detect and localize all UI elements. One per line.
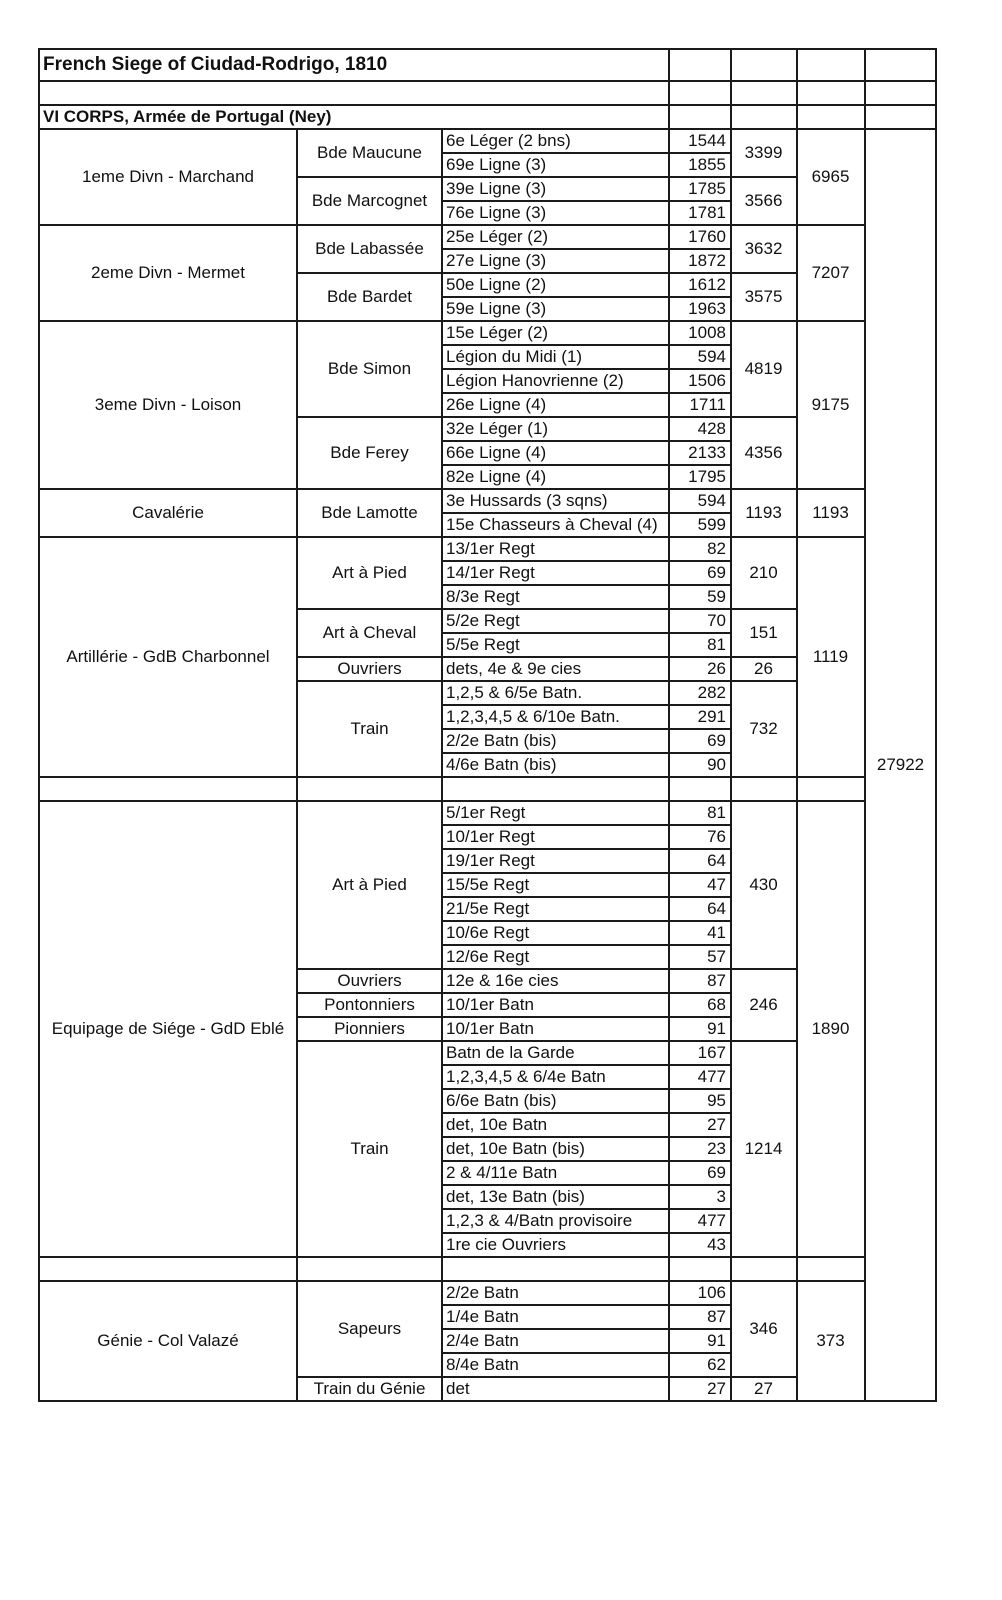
brigade-subtotal: 246 [731, 969, 797, 1041]
brigade-name: Bde Maucune [297, 129, 442, 177]
division-total: 7207 [797, 225, 865, 321]
unit-name: 69e Ligne (3) [442, 153, 669, 177]
brigade-subtotal: 430 [731, 801, 797, 969]
brigade-name: Bde Ferey [297, 417, 442, 489]
table-row [39, 129, 936, 153]
brigade-subtotal: 3399 [731, 129, 797, 177]
empty-cell [39, 81, 669, 105]
unit-strength: 477 [669, 1209, 731, 1233]
table-row [39, 1281, 936, 1305]
brigade-name: Train [297, 1041, 442, 1257]
brigade-name: Ouvriers [297, 657, 442, 681]
unit-name: 2 & 4/11e Batn [442, 1161, 669, 1185]
brigade-name: Pionniers [297, 1017, 442, 1041]
brigade-name: Sapeurs [297, 1281, 442, 1377]
unit-strength: 1612 [669, 273, 731, 297]
unit-name: 4/6e Batn (bis) [442, 753, 669, 777]
empty-cell [39, 777, 297, 801]
empty-cell [865, 81, 936, 105]
corps-heading: VI CORPS, Armée de Portugal (Ney) [39, 105, 669, 129]
brigade-subtotal: 3566 [731, 177, 797, 225]
unit-name: 26e Ligne (4) [442, 393, 669, 417]
unit-name: 82e Ligne (4) [442, 465, 669, 489]
unit-name: 21/5e Regt [442, 897, 669, 921]
empty-cell [731, 1257, 797, 1281]
unit-strength: 69 [669, 1161, 731, 1185]
unit-strength: 27 [669, 1377, 731, 1401]
unit-strength: 41 [669, 921, 731, 945]
table-row [39, 321, 936, 345]
unit-name: 59e Ligne (3) [442, 297, 669, 321]
grand-total: 27922 [865, 129, 936, 1401]
unit-strength: 1963 [669, 297, 731, 321]
unit-strength: 1785 [669, 177, 731, 201]
unit-strength: 27 [669, 1113, 731, 1137]
brigade-name: Art à Cheval [297, 609, 442, 657]
unit-name: 66e Ligne (4) [442, 441, 669, 465]
brigade-subtotal: 210 [731, 537, 797, 609]
empty-cell [669, 105, 731, 129]
unit-name: Batn de la Garde [442, 1041, 669, 1065]
empty-cell [865, 49, 936, 81]
unit-strength: 106 [669, 1281, 731, 1305]
brigade-name: Train du Génie [297, 1377, 442, 1401]
brigade-subtotal: 1214 [731, 1041, 797, 1257]
unit-strength: 91 [669, 1017, 731, 1041]
unit-strength: 1008 [669, 321, 731, 345]
table-body [39, 49, 936, 1401]
empty-cell [442, 777, 669, 801]
unit-name: 15e Chasseurs à Cheval (4) [442, 513, 669, 537]
unit-strength: 69 [669, 729, 731, 753]
unit-name: 10/1er Batn [442, 1017, 669, 1041]
unit-name: Légion du Midi (1) [442, 345, 669, 369]
unit-strength: 82 [669, 537, 731, 561]
unit-strength: 599 [669, 513, 731, 537]
division-total: 9175 [797, 321, 865, 489]
unit-strength: 57 [669, 945, 731, 969]
unit-name: 5/1er Regt [442, 801, 669, 825]
unit-strength: 1855 [669, 153, 731, 177]
brigade-subtotal: 732 [731, 681, 797, 777]
unit-name: 10/1er Batn [442, 993, 669, 1017]
order-of-battle-table [38, 48, 937, 1402]
unit-name: 8/4e Batn [442, 1353, 669, 1377]
unit-strength: 1760 [669, 225, 731, 249]
brigade-name: Art à Pied [297, 801, 442, 969]
unit-strength: 1544 [669, 129, 731, 153]
unit-strength: 1872 [669, 249, 731, 273]
unit-name: 12e & 16e cies [442, 969, 669, 993]
unit-name: 32e Léger (1) [442, 417, 669, 441]
empty-cell [797, 1257, 865, 1281]
unit-name: 2/2e Batn [442, 1281, 669, 1305]
unit-name: 6/6e Batn (bis) [442, 1089, 669, 1113]
unit-strength: 594 [669, 489, 731, 513]
empty-cell [669, 777, 731, 801]
unit-strength: 291 [669, 705, 731, 729]
empty-cell [797, 49, 865, 81]
division-total: 1119 [797, 537, 865, 777]
unit-name: 8/3e Regt [442, 585, 669, 609]
unit-strength: 87 [669, 969, 731, 993]
table-row [39, 489, 936, 513]
division-total: 6965 [797, 129, 865, 225]
unit-name: 10/1er Regt [442, 825, 669, 849]
division-name: Artillérie - GdB Charbonnel [39, 537, 297, 777]
brigade-name: Ouvriers [297, 969, 442, 993]
brigade-name: Bde Marcognet [297, 177, 442, 225]
empty-cell [731, 105, 797, 129]
unit-strength: 1795 [669, 465, 731, 489]
unit-strength: 1711 [669, 393, 731, 417]
unit-strength: 26 [669, 657, 731, 681]
empty-cell [669, 81, 731, 105]
unit-name: 1,2,3 & 4/Batn provisoire [442, 1209, 669, 1233]
empty-cell [442, 1257, 669, 1281]
brigade-subtotal: 346 [731, 1281, 797, 1377]
brigade-subtotal: 3632 [731, 225, 797, 273]
brigade-subtotal: 26 [731, 657, 797, 681]
table-row [39, 801, 936, 825]
unit-name: 1,2,3,4,5 & 6/4e Batn [442, 1065, 669, 1089]
unit-strength: 90 [669, 753, 731, 777]
unit-name: 1re cie Ouvriers [442, 1233, 669, 1257]
unit-name: det [442, 1377, 669, 1401]
table-row [39, 537, 936, 561]
brigade-name: Art à Pied [297, 537, 442, 609]
division-total: 1193 [797, 489, 865, 537]
unit-strength: 62 [669, 1353, 731, 1377]
table-title: French Siege of Ciudad-Rodrigo, 1810 [39, 49, 669, 81]
unit-name: 12/6e Regt [442, 945, 669, 969]
unit-name: Légion Hanovrienne (2) [442, 369, 669, 393]
unit-name: 50e Ligne (2) [442, 273, 669, 297]
unit-name: 39e Ligne (3) [442, 177, 669, 201]
unit-strength: 428 [669, 417, 731, 441]
division-name: Cavalérie [39, 489, 297, 537]
unit-strength: 68 [669, 993, 731, 1017]
unit-strength: 91 [669, 1329, 731, 1353]
brigade-subtotal: 1193 [731, 489, 797, 537]
unit-strength: 81 [669, 633, 731, 657]
empty-cell [669, 1257, 731, 1281]
unit-strength: 23 [669, 1137, 731, 1161]
unit-name: 5/2e Regt [442, 609, 669, 633]
unit-strength: 47 [669, 873, 731, 897]
empty-cell [865, 105, 936, 129]
unit-strength: 69 [669, 561, 731, 585]
division-total: 1890 [797, 801, 865, 1257]
empty-cell [297, 777, 442, 801]
unit-strength: 64 [669, 897, 731, 921]
unit-strength: 3 [669, 1185, 731, 1209]
unit-name: 2/2e Batn (bis) [442, 729, 669, 753]
title-row [39, 49, 936, 81]
unit-name: 1,2,3,4,5 & 6/10e Batn. [442, 705, 669, 729]
unit-name: 19/1er Regt [442, 849, 669, 873]
unit-strength: 95 [669, 1089, 731, 1113]
empty-cell [731, 777, 797, 801]
unit-name: 6e Léger (2 bns) [442, 129, 669, 153]
spacer-row [39, 1257, 936, 1281]
unit-strength: 70 [669, 609, 731, 633]
unit-name: 1,2,5 & 6/5e Batn. [442, 681, 669, 705]
unit-strength: 76 [669, 825, 731, 849]
unit-name: 27e Ligne (3) [442, 249, 669, 273]
unit-name: 13/1er Regt [442, 537, 669, 561]
unit-strength: 43 [669, 1233, 731, 1257]
unit-name: 1/4e Batn [442, 1305, 669, 1329]
unit-name: 14/1er Regt [442, 561, 669, 585]
brigade-subtotal: 27 [731, 1377, 797, 1401]
empty-cell [797, 777, 865, 801]
unit-name: 15/5e Regt [442, 873, 669, 897]
brigade-name: Train [297, 681, 442, 777]
unit-name: det, 13e Batn (bis) [442, 1185, 669, 1209]
unit-strength: 64 [669, 849, 731, 873]
brigade-subtotal: 4819 [731, 321, 797, 417]
division-total: 373 [797, 1281, 865, 1401]
unit-name: dets, 4e & 9e cies [442, 657, 669, 681]
unit-strength: 59 [669, 585, 731, 609]
empty-cell [39, 1257, 297, 1281]
unit-strength: 1781 [669, 201, 731, 225]
division-name: Génie - Col Valazé [39, 1281, 297, 1401]
unit-name: 15e Léger (2) [442, 321, 669, 345]
unit-strength: 87 [669, 1305, 731, 1329]
spacer-row [39, 81, 936, 105]
brigade-name: Bde Lamotte [297, 489, 442, 537]
unit-strength: 2133 [669, 441, 731, 465]
brigade-name: Pontonniers [297, 993, 442, 1017]
unit-name: 5/5e Regt [442, 633, 669, 657]
unit-name: 10/6e Regt [442, 921, 669, 945]
unit-name: 3e Hussards (3 sqns) [442, 489, 669, 513]
corps-row [39, 105, 936, 129]
brigade-name: Bde Bardet [297, 273, 442, 321]
spacer-row [39, 777, 936, 801]
brigade-subtotal: 3575 [731, 273, 797, 321]
unit-strength: 1506 [669, 369, 731, 393]
empty-cell [669, 49, 731, 81]
empty-cell [797, 105, 865, 129]
empty-cell [731, 49, 797, 81]
unit-strength: 81 [669, 801, 731, 825]
division-name: Equipage de Siége - GdD Eblé [39, 801, 297, 1257]
table-row [39, 225, 936, 249]
brigade-name: Bde Labassée [297, 225, 442, 273]
empty-cell [731, 81, 797, 105]
unit-name: det, 10e Batn [442, 1113, 669, 1137]
unit-strength: 167 [669, 1041, 731, 1065]
unit-name: det, 10e Batn (bis) [442, 1137, 669, 1161]
unit-strength: 282 [669, 681, 731, 705]
unit-name: 2/4e Batn [442, 1329, 669, 1353]
unit-name: 76e Ligne (3) [442, 201, 669, 225]
unit-strength: 477 [669, 1065, 731, 1089]
brigade-subtotal: 4356 [731, 417, 797, 489]
division-name: 3eme Divn - Loison [39, 321, 297, 489]
unit-name: 25e Léger (2) [442, 225, 669, 249]
empty-cell [297, 1257, 442, 1281]
brigade-subtotal: 151 [731, 609, 797, 657]
brigade-name: Bde Simon [297, 321, 442, 417]
division-name: 2eme Divn - Mermet [39, 225, 297, 321]
unit-strength: 594 [669, 345, 731, 369]
division-name: 1eme Divn - Marchand [39, 129, 297, 225]
empty-cell [797, 81, 865, 105]
